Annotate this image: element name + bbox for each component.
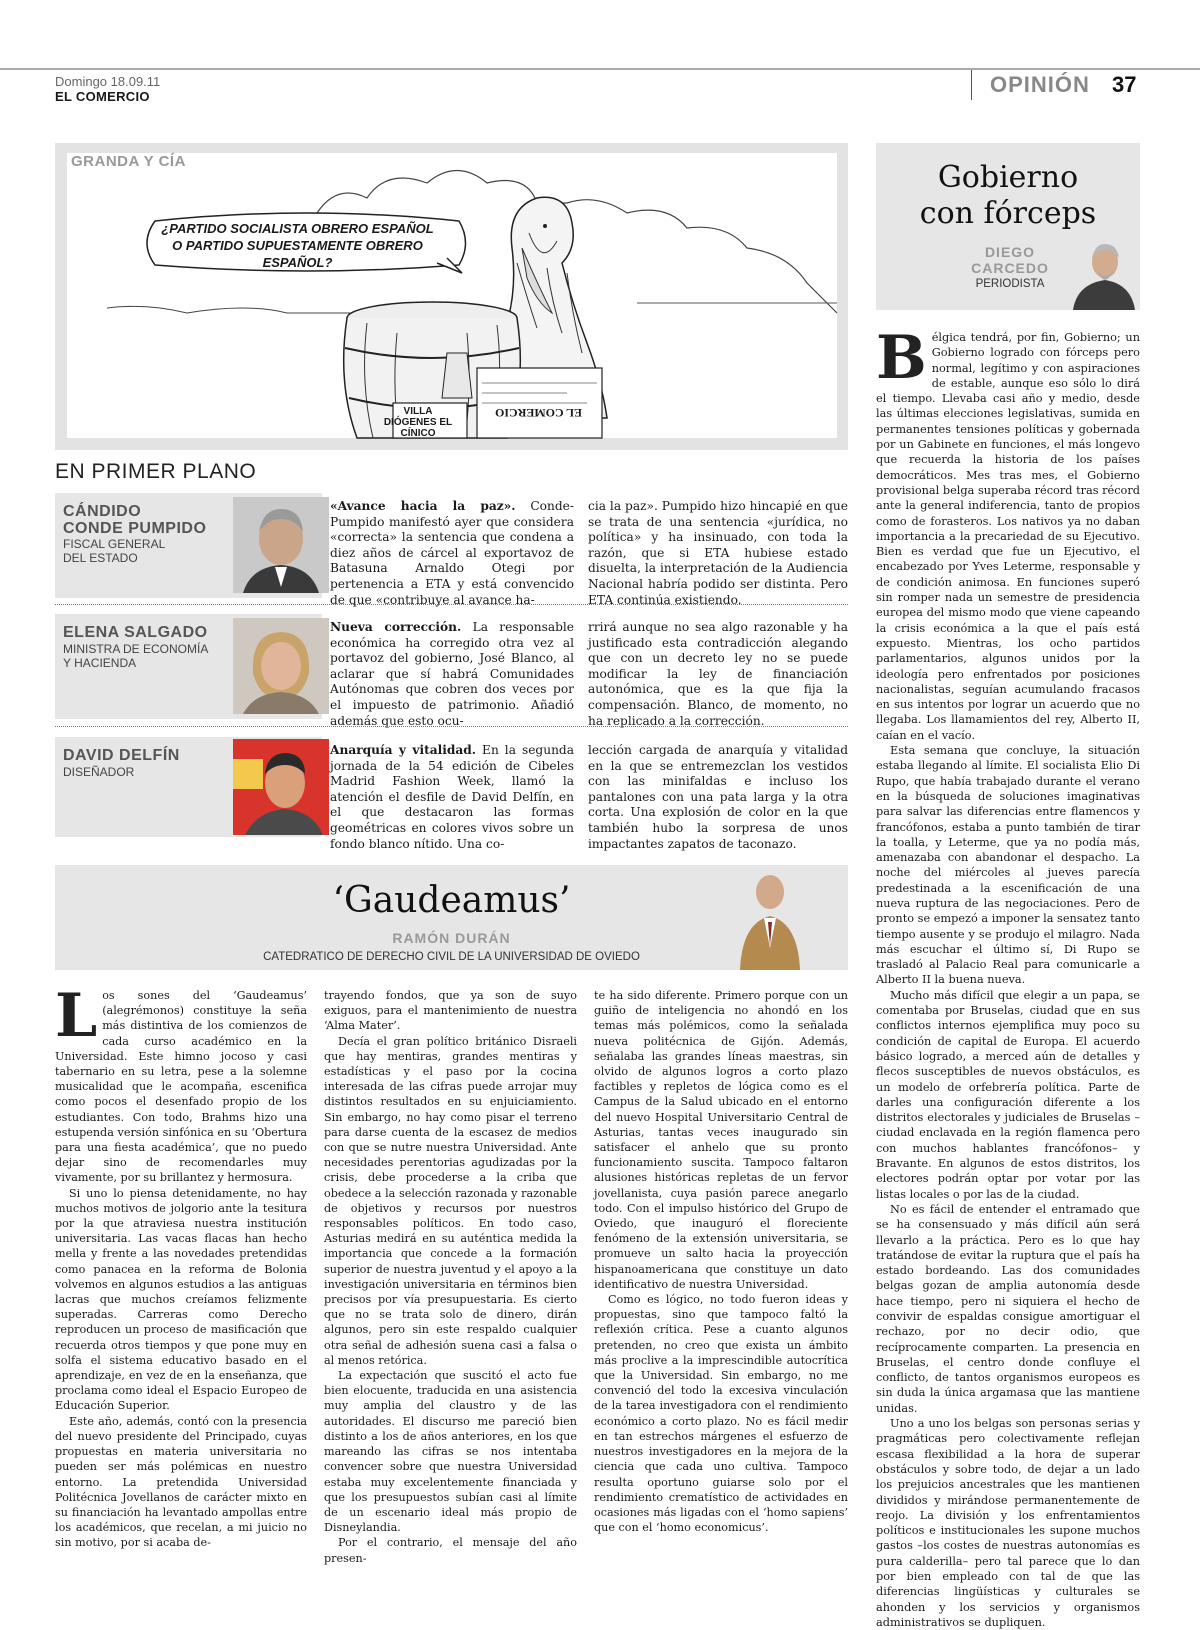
section-title: OPINIÓN — [990, 72, 1090, 97]
profile-headline: Nueva corrección. — [330, 620, 462, 634]
gobierno-paragraph: Mucho más difícil que elegir a un papa, se comentaba por Bruselas, ciudad que en sus conflictos internos ejemplifica muy poco su condición de capital de Europa. El acuerdo básico logrado, a merced aún de detalles y flecos susceptibles de nuevos obstáculos, es un modelo de orfebrería política. Parte de darles una configuración diferente a los distritos electorales y judiciales de Bruselas –ciudad enclavada en la región flamenca pero con muchos hablantes francófonos– y Bravante. En algunos de estos distritos, los electores podrán optar por votar por las listas locales o por las de la ciudad. — [876, 988, 1140, 1201]
gobierno-author-photo — [1067, 240, 1137, 310]
cartoon-drawing — [67, 153, 837, 438]
profile-conde-pumpido — [55, 493, 848, 607]
gobierno-author-line1: DIEGO — [984, 244, 1036, 260]
profile-role-line1: FISCAL GENERAL — [63, 537, 166, 551]
gobierno-dropcap: B — [876, 323, 927, 393]
gaudeamus-text: os sones del ‘Gaudeamus’ (alegrémonos) constituye la seña más distintiva de los comienzos de cada curso académico en la Universidad. Este himno jocoso y casi tabernario en su letra, pese a la solemne musicalidad que le acompaña, escenifica como pocos el desenfado propio de los estudiantes. Con todo, Brahms hizo una estupenda versión sinfónica en su ‘Obertura para una fiesta académica’, que no puedo dejar sino de recomendarles muy vivamente, por su brillantez y hermosura. — [55, 989, 307, 1185]
gobierno-paragraph: Esta semana que concluye, la situación estaba llegando al límite. El socialista Elio Di Rupo, que había trabajado durante el verano en la búsqueda de soluciones imaginativas para salvar las diferencias entre flamencos y francófonos, estaba a punto también de tirar la toalla, y Leterme, que ya no podía más, amenazaba con abandonar el despacho. La noche del miércoles al jueves parecía predestinada a la escenificación de una nueva ruptura de las negociaciones. Pero de pronto se empezó a imponer la sensatez tanto tiempo ausente y se produjo el milagro. Nada más escuchar el último sí, Di Rupo se trasladó al Palacio Real para comunicarle a Alberto II la buena nueva. — [876, 744, 1140, 987]
profile-role-line2: DEL ESTADO — [63, 551, 138, 565]
profile-headline: «Avance hacia la paz». — [330, 499, 516, 513]
profile-photo — [233, 497, 329, 593]
gaudeamus-author-photo — [736, 868, 802, 970]
gaudeamus-paragraph: Por el contrario, el mensaje del año presen- — [324, 1536, 577, 1565]
cartoon-barrel-sign: VILLA DIÓGENES EL CÍNICO — [383, 406, 453, 439]
profile-text: Conde-Pumpido manifestó ayer que considera «correcta» la sentencia que condena a diez años de cárcel al exportavoz de Batasuna Arnaldo Otegi por pertenencia a ETA y está convencido de que «contribuye al avance ha- — [330, 499, 574, 607]
portrait-diego-carcedo — [1067, 240, 1137, 310]
portrait-elena-salgado — [233, 618, 329, 714]
profile-name-line1: ELENA SALGADO — [63, 624, 208, 641]
gobierno-author-line2: CARCEDO — [971, 260, 1049, 276]
profile-text-col2: cia la paz». Pumpido hizo hincapié en que se trata de una sentencia «jurídica, no política» y ha insinuado, con toda la razón, que si ETA hubiese estado disuelta, la interpretación de la Audiencia Nacional habría podido ser distinta. Pero ETA continúa existiendo. — [588, 499, 848, 607]
portrait-david-delfin — [233, 739, 329, 835]
gaudeamus-paragraph: trayendo fondos, que ya son de suyo exiguos, para el mantenimiento de nuestra ‘Alma Mater’. — [324, 989, 577, 1033]
profile-text: La responsable económica ha corregido otra vez al portavoz del gobierno, José Blanco, al aclarar que sí habrá Comunidades Autónomas que cobren dos veces por el impuesto de patrimonio. Añadió además que esto ocu- — [330, 620, 575, 728]
gaudeamus-paragraph: Este año, además, contó con la presencia del nuevo presidente del Principado, cuyas propuestas en materia universitaria no pueden ser más polémicas en nuestro entorno. La pretendida Universidad Politécnica Jovellanos de carácter mixto en su financiación ha levantado ampollas entre los académicos, que recelan, a mi juicio no sin motivo, por si acaba de- — [55, 1414, 307, 1550]
gaudeamus-paragraph: te ha sido diferente. Primero porque con un guiño de inteligencia no ahondó en los temas más polémicos, como la señalada nueva politécnica de Gijón. Además, señalaba las grandes líneas maestras, sin olvido de algunos logros a corto plazo factibles y repletos de lógica como es el Campus de la Salud ubicado en el entorno del nuevo Hospital Universitario Central de Asturias, tantas veces inaugurado sin satisfacer el anhelo que su pronto funcionamiento suscita. Tampoco faltaron alusiones históricas repletas de un fervor jovellanista, cuya pasión parece anegarlo todo. Con el impulso histórico del Grupo de Oviedo, que inauguró el floreciente fenómeno de la extensión universitaria, se promueve un salto hacia la proyección hispanoamericana que constituye un dato identificativo de nuestra Universidad. — [594, 989, 848, 1291]
profile-name-line1: CÁNDIDO — [63, 503, 142, 520]
portrait-ramon-duran — [736, 868, 802, 970]
gaudeamus-author-role: CATEDRATICO DE DERECHO CIVIL DE LA UNIVERSIDAD DE OVIEDO — [263, 951, 640, 963]
gobierno-title-line2: con fórceps — [919, 196, 1097, 231]
gobierno-author-role: PERIODISTA — [975, 278, 1045, 290]
newspaper-name: EL COMERCIO — [55, 89, 150, 104]
profile-text: En la segunda jornada de la 54 edición de Cibeles Madrid Fashion Week, llamó la atención el desfile de David Delfín, en el que destacaron las formas geométricas en colores vivos sobre un fondo blanco nítido. Una co- — [330, 743, 574, 851]
page-header-left — [55, 74, 160, 104]
gobierno-title — [876, 160, 1140, 232]
issue-date: Domingo 18.09.11 — [55, 74, 161, 89]
profile-david-delfin — [55, 737, 848, 851]
gaudeamus-col-2 — [324, 988, 577, 1566]
profile-text-col1 — [330, 499, 574, 608]
header-separator — [971, 70, 972, 100]
profile-divider — [55, 726, 848, 727]
gaudeamus-title: ‘Gaudeamus’ — [332, 880, 571, 921]
gaudeamus-paragraph — [55, 981, 307, 1186]
primer-plano-title: EN PRIMER PLANO — [55, 460, 257, 483]
cartoon-illustration — [67, 153, 837, 438]
profile-text-col1 — [330, 620, 574, 729]
cartoon-newspaper-name: EL COMERCIO — [495, 406, 583, 420]
profile-photo — [233, 618, 329, 714]
gobierno-paragraph — [876, 323, 1140, 743]
profile-headline: Anarquía y vitalidad. — [330, 743, 477, 757]
profile-role-line1: DISEÑADOR — [63, 765, 135, 779]
cartoon-speech: ¿PARTIDO SOCIALISTA OBRERO ESPAÑOL O PARTIDO SUPUESTAMENTE OBRERO ESPAÑOL? — [161, 221, 434, 270]
top-rule — [0, 68, 1200, 70]
profile-text-col1 — [330, 743, 574, 852]
profile-text-col2: lección cargada de anarquía y vitalidad en la que se entremezclan los vestidos con las minifaldas e incluso los pantalones con una pata larga y la otra corta. Una explosión de color en la que también hubo la sorpresa de unos impactantes zapatos de taconazo. — [588, 743, 848, 851]
gaudeamus-paragraph: Decía el gran político británico Disraeli que hay mentiras, grandes mentiras y estadísticas y el paso por la cocina interesada de las cifras puede arrojar muy distintos resultados en su enjuiciamiento. Sin embargo, no hay como pisar el terreno para darse cuenta de la escasez de medios con que se nutre nuestra Universidad. Ante necesidades perentorias agudizadas por la crisis, debe procederse a la criba que obedece a la selección razonada y razonable de objetivos y recursos por nuestros responsables políticos. En todo caso, Asturias medirá en su auténtica medida la importancia que concede a la formación superior de nuestra juventud y el apoyo a la investigación universitaria en términos bien precisos por vía presupuestaria. Es cierto que no se trata solo de dinero, dirán algunos, pero sin este respaldo cualquier otra señal de adhesión suena casi a falsa o al menos retórica. — [324, 1034, 577, 1367]
profile-name-line1: DAVID DELFÍN — [63, 747, 180, 764]
gaudeamus-col-1 — [55, 981, 307, 1551]
profile-photo — [233, 739, 329, 835]
gaudeamus-col-3 — [594, 988, 848, 1535]
portrait-conde-pumpido — [233, 497, 329, 593]
gobierno-title-line1: Gobierno — [937, 160, 1079, 195]
profile-divider — [55, 604, 848, 605]
gobierno-text: élgica tendrá, por fin, Gobierno; un Gobierno logrado con fórceps pero normal, legítimo y con aspiraciones de estable, aunque eso sólo lo dirá el tiempo. Llevaba casi año y medio, desde las últimas elecciones legislativas, sumida en permanentes tensiones políticas y gobernada por un Gabinete en funciones, el más longevo que recuerda la historia de los países democráticos. Mes tras mes, el Gobierno provisional belga superaba récord tras récord ante la general indiferencia, tanto de propios como de forasteros. Los nativos ya no daban importancia a la precariedad de su Ejecutivo. Bien es verdad que fue un Ejecutivo, el encabezado por Yves Leterme, responsable y de condición animosa. En funciones superó sin romper nada un semestre de presidencia europea del mismo modo que viene capeando la crisis económica a la que el país está expuesto. Mientras, los ocho partidos parlamentarios, algunos unidos por la ideología pero enfrentados por posiciones nacionalistas, seguían acumulando fracasos en sus intentos por lograr un acuerdo que no llegaba. Los llamamientos del rey, Alberto II, caían en el vacío. — [876, 331, 1140, 742]
profile-name-line2: CONDE PUMPIDO — [63, 520, 207, 537]
profile-role-line1: MINISTRA DE ECONOMÍA — [63, 642, 209, 656]
profile-text-col2: rrirá aunque no sea algo razonable y ha justificado esta contradicción alegando que con un decreto ley no se puede modificar la ley de financiación autonómica, que es la que fija la compensación. Blanco, de momento, no ha replicado a la corrección. — [588, 620, 848, 728]
profile-role-line2: Y HACIENDA — [63, 656, 137, 670]
gobierno-body — [876, 323, 1140, 1630]
profile-elena-salgado — [55, 614, 848, 728]
gaudeamus-author: RAMÓN DURÁN — [392, 930, 511, 946]
cartoon-panel — [55, 143, 848, 450]
gobierno-paragraph: Uno a uno los belgas son personas serias y pragmáticas pero colectivamente reflejan escasa flexibilidad a la hora de superar obstáculos y sobre todo, de dejar a un lado los prejuicios ancestrales que les mantienen divididos y mirándose permanentemente de reojo. La división y los enfrentamientos políticos e institucionales les supone muchos gastos –los costes de nuestras autonomías es pura calderilla– pero tal parece que lo dan por bien empleado con tal de que las diferencias lingüísticas y culturales se ahonden y los servicios y organismos administrativos se dupliquen. — [876, 1417, 1140, 1629]
gobierno-author — [945, 244, 1075, 276]
cartoon-label: GRANDA Y CÍA — [71, 153, 186, 170]
gaudeamus-paragraph: Como es lógico, no todo fueron ideas y propuestas, sino que tampoco faltó la reflexión crítica. Pese a cuanto algunos pretenden, no creo que exista un ámbito más proclive a la imprescindible autocrítica que la Universidad. Sin embargo, no me convenció del todo la excesiva vinculación de la tarea investigadora con el rendimiento económico a corto plazo. No es fácil medir en tan estrechos márgenes el esfuerzo de nuestros investigadores en la mejora de la ciencia que cada uno cultiva. Tampoco resulta oportuno guiarse solo por el rendimiento crematístico de actividades en ocasiones más ligadas con el ‘homo sapiens’ que con el ‘homo economicus’. — [594, 1293, 848, 1535]
gobierno-paragraph: No es fácil de entender el entramado que se ha consensuado y más difícil aún será llevarlo a la práctica. Pero es lo que hay tratándose de evitar la ruptura que el país ha estado bordeando. Las dos comunidades belgas gozan de amplia autonomía desde hace tiempo, pero ni siquiera el hecho de convivir de espaldas consigue amortiguar el rechazo, por no decir odio, que recíprocamente comparten. La presencia en Bruselas, el centro donde confluye el conflicto, de tantos organismos europeos es sin duda la única argamasa que las mantiene unidas. — [876, 1202, 1140, 1415]
page-number: 37 — [1112, 72, 1137, 97]
gaudeamus-dropcap: L — [55, 981, 98, 1051]
gaudeamus-paragraph: La expectación que suscitó el acto fue bien elocuente, traducida en una asistencia muy amplia del claustro y de las autoridades. El discurso me pareció bien distinto a los de años anteriores, en los que mareando las cifras se nos intentaba convencer sobre que nuestra Universidad estaba muy excelentemente financiada y que los presupuestos subían casi al límite de un escenario ideal más propio de Disneylandia. — [324, 1369, 577, 1535]
gaudeamus-paragraph: Si uno lo piensa detenidamente, no hay muchos motivos de jolgorio ante la tesitura por la que atraviesa nuestra institución universitaria. Las vacas flacas han hecho mella y frente a las novedades pretendidas como panacea en la reforma de Bolonia volvemos en algunos estudios a las antiguas lacras que muchos creíamos felizmente superadas. Carreras como Derecho reproducen un proceso de masificación que recuerda otros tiempos y que pone muy en solfa el sistema educativo basado en el aprendizaje, en vez de en la enseñanza, que proclama como ideal el Espacio Europeo de Educación Superior. — [55, 1186, 307, 1413]
